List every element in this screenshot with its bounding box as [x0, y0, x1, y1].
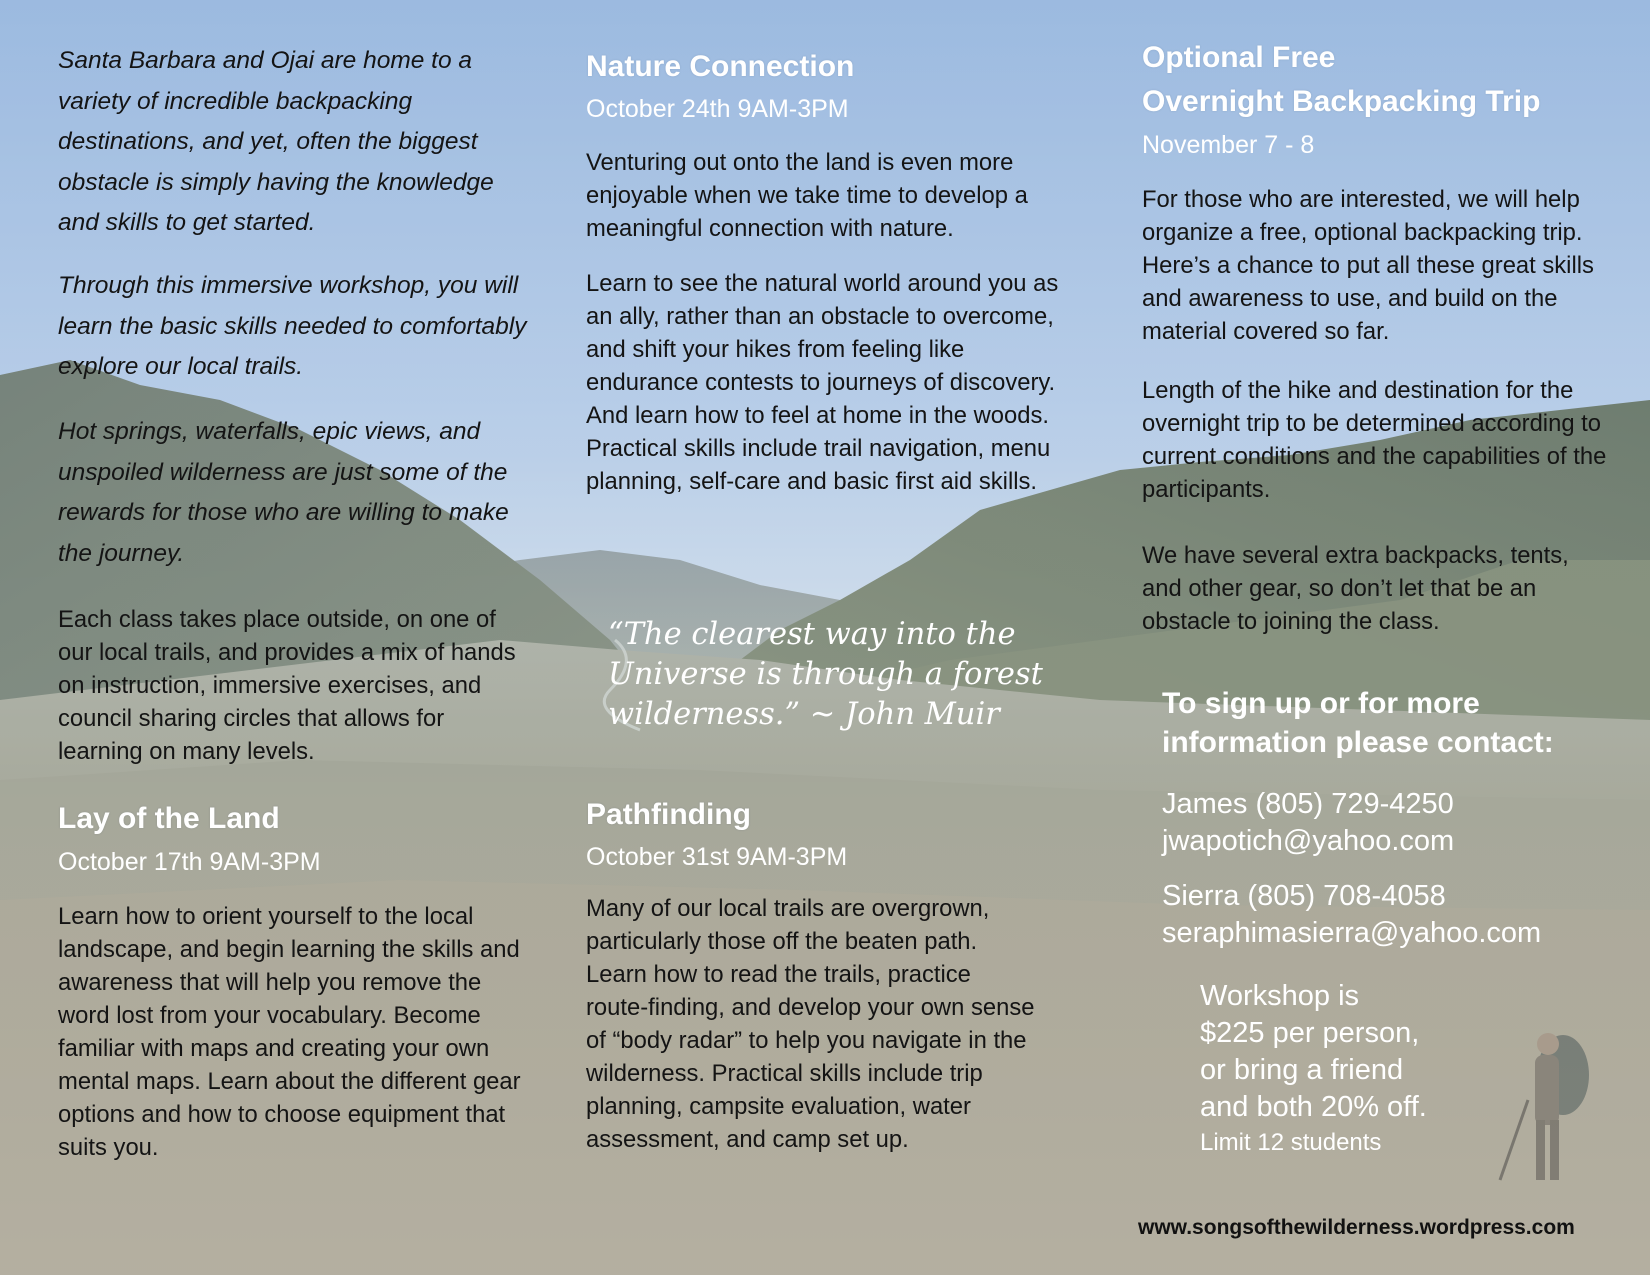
nature-connection-paragraph-2: Learn to see the natural world around you as an ally, rather than an obstacle to overcome, and shift your hikes from feeling like endurance contests to journeys of discovery. And learn how to feel at home in the woods. Practical skills include trail navigation, menu planning, self-care and basic first aid skills.: [586, 270, 1059, 495]
intro-paragraph-3: Hot springs, waterfalls, epic views, and unspoiled wilderness are just some of the rewards for those who are willing to make the journey.: [58, 418, 509, 567]
trip-paragraph-2: Length of the hike and destination for the overnight trip to be determined according to current conditions and the capabilities of the participants.: [1142, 377, 1607, 503]
section-text-lay-of-the-land: Learn how to orient yourself to the local landscape, and begin learning the skills and awareness that will help you remove the word lost from your vocabulary. Become familiar with maps and creating your own mental maps. Learn about the different gear options and how to choose equipment that suits you.: [58, 903, 521, 1161]
contact-sierra-email[interactable]: seraphimasierra@yahoo.com: [1162, 917, 1542, 949]
section-date-nature-connection: October 24th 9AM-3PM: [586, 95, 849, 123]
contact-james-email[interactable]: jwapotich@yahoo.com: [1162, 825, 1455, 857]
contact-james-phone: James (805) 729-4250: [1162, 788, 1454, 820]
trip-paragraph-1: For those who are interested, we will help organize a free, optional backpacking trip. Here’s a chance to put all these great skills and awareness to use, and build on the material covered so far.: [1142, 186, 1594, 345]
trip-paragraph-3: We have several extra backpacks, tents, and other gear, so don’t let that be an obstacle to joining the class.: [1142, 542, 1569, 635]
nature-connection-paragraph-1: Venturing out onto the land is even more enjoyable when we take time to develop a meaningful connection with nature.: [586, 149, 1028, 242]
trip-title-line-1: Optional Free: [1142, 41, 1336, 74]
trip-date: November 7 - 8: [1142, 131, 1315, 159]
price-line-2: $225 per person,: [1200, 1017, 1420, 1049]
contact-heading: To sign up or for more information please contact:: [1162, 687, 1554, 759]
class-limit: Limit 12 students: [1200, 1129, 1382, 1156]
price-line-1: Workshop is: [1200, 980, 1360, 1012]
section-title-pathfinding: Pathfinding: [586, 798, 751, 831]
website-link[interactable]: www.songsofthewilderness.wordpress.com: [1138, 1216, 1575, 1239]
intro-paragraph-2: Through this immersive workshop, you will learn the basic skills needed to comfortably explore our local trails.: [58, 272, 527, 380]
contact-sierra-phone: Sierra (805) 708-4058: [1162, 880, 1446, 912]
trip-title-line-2: Overnight Backpacking Trip: [1142, 85, 1541, 118]
intro-paragraph-1: Santa Barbara and Ojai are home to a variety of incredible backpacking destinations, and yet, often the biggest obstacle is simply having the knowledge and skills to get started.: [58, 47, 494, 236]
price-line-3: or bring a friend: [1200, 1054, 1404, 1086]
section-title-nature-connection: Nature Connection: [586, 50, 855, 83]
section-text-pathfinding: Many of our local trails are overgrown, particularly those off the beaten path. Learn how to read the trails, practice route-finding, and develop your own sense of “body radar” to help you navigate in the wilderness. Practical skills include trip planning, campsite evaluation, water assessment, and camp set up.: [586, 895, 1035, 1153]
section-title-lay-of-the-land: Lay of the Land: [58, 802, 280, 835]
class-info-paragraph: Each class takes place outside, on one of our local trails, and provides a mix of hands on instruction, immersive exercises, and council sharing circles that allows for learning on many levels.: [58, 606, 516, 765]
section-date-pathfinding: October 31st 9AM-3PM: [586, 843, 848, 871]
section-date-lay-of-the-land: October 17th 9AM-3PM: [58, 848, 321, 876]
price-line-4: and both 20% off.: [1200, 1091, 1427, 1123]
john-muir-quote: “The clearest way into the Universe is through a forest wilderness.” ~ John Muir: [608, 617, 1043, 732]
